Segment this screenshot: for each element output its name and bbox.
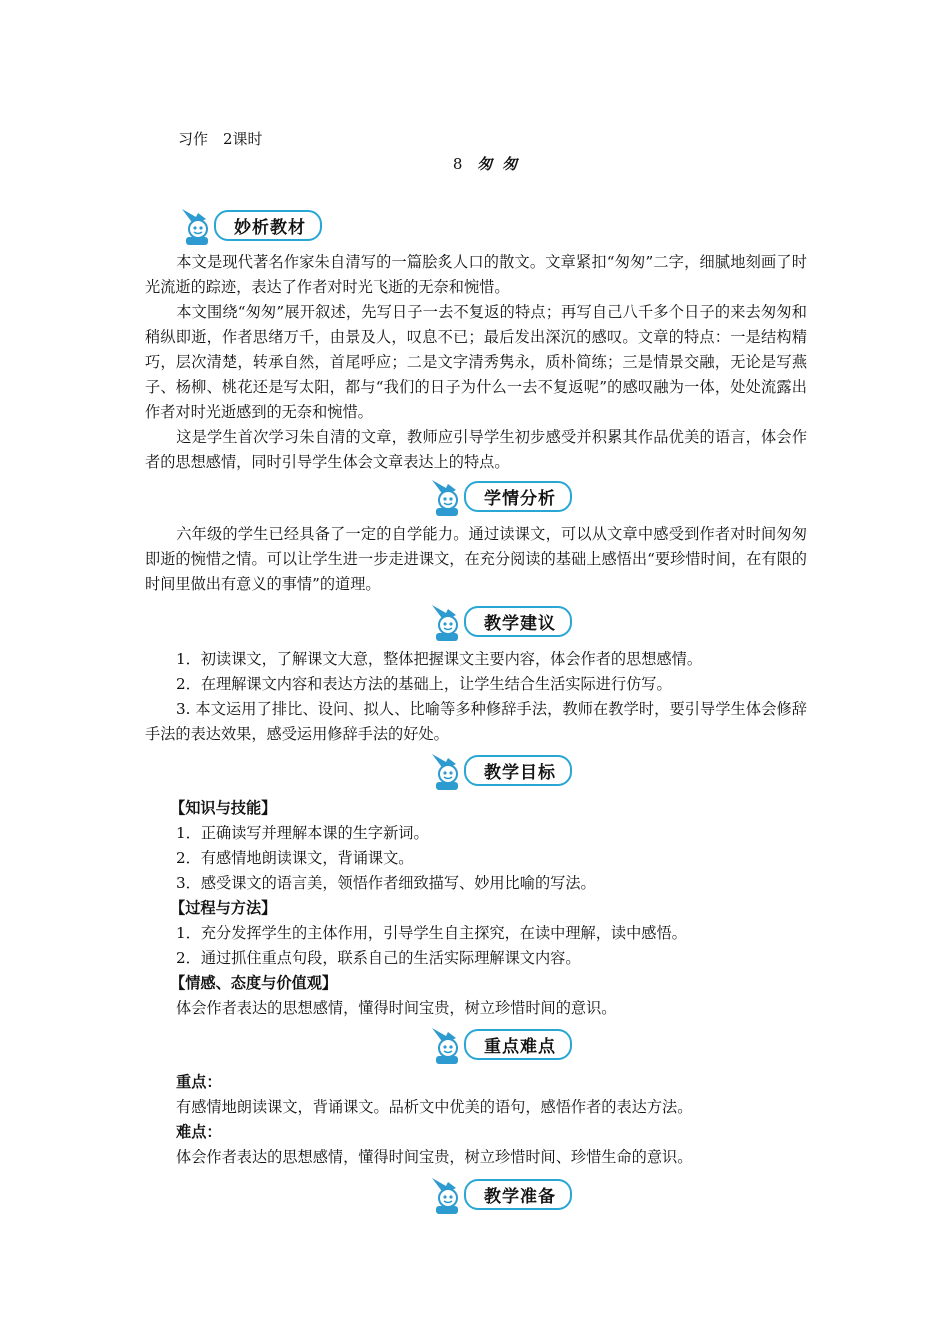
section-badge-material bbox=[176, 207, 322, 243]
section-badge-preparation bbox=[426, 1176, 572, 1212]
goal-item: 3．感受课文的语言美，领悟作者细致描写、妙用比喻的写法。 bbox=[176, 874, 596, 892]
goal-item: 2．有感情地朗读课文，背诵课文。 bbox=[176, 849, 414, 867]
mascot-icon bbox=[176, 203, 222, 247]
mascot-icon bbox=[426, 1022, 472, 1066]
material-paragraph-3: 这是学生首次学习朱自清的文章，教师应引导学生初步感受并积累其作品优美的语言，体会作者的思想感情，同时引导学生体会文章表达上的特点。 bbox=[145, 428, 807, 471]
advice-item-3: 3. 本文运用了排比、设问、拟人、比喻等多种修辞手法，教师在教学时，要引导学生体会修辞手法的表达效果，感受运用修辞手法的好处。 bbox=[145, 700, 807, 743]
material-paragraph-2: 本文围绕“匆匆”展开叙述，先写日子一去不复返的特点；再写自己八千多个日子的来去匆匆和稍纵即逝，作者思绪万千，由景及人，叹息不已；最后发出深沉的感叹。文章的特点：一是结构精巧，层次清楚，转承自然，首尾呼应；二是文字清秀隽永，质朴简练；三是情景交融，无论是写燕子、杨柳、桃花还是写太阳，都与“我们的日子为什么一去不复返呢”的感叹融为一体，处处流露出作者对时光逝感到的无奈和惋惜。 bbox=[145, 303, 807, 421]
section-badge-keypoints bbox=[426, 1026, 572, 1062]
section-title: 教学准备 bbox=[464, 1179, 572, 1210]
keypoint-focus: 有感情地朗读课文，背诵课文。品析文中优美的语句，感悟作者的表达方法。 bbox=[176, 1098, 693, 1116]
lesson-number: 8 bbox=[452, 155, 463, 173]
schedule-line: 习作 2课时 bbox=[178, 130, 263, 148]
keypoint-difficulty: 体会作者表达的思想感情，懂得时间宝贵，树立珍惜时间、珍惜生命的意识。 bbox=[176, 1148, 693, 1166]
goal-item: 2．通过抓住重点句段，联系自己的生活实际理解课文内容。 bbox=[176, 949, 581, 967]
advice-item-2: 2．在理解课文内容和表达方法的基础上，让学生结合生活实际进行仿写。 bbox=[176, 675, 672, 693]
keypoint-heading-difficulty: 难点： bbox=[176, 1123, 222, 1141]
section-title: 学情分析 bbox=[464, 481, 572, 512]
goal-item: 体会作者表达的思想感情，懂得时间宝贵，树立珍惜时间的意识。 bbox=[176, 999, 617, 1017]
section-title: 重点难点 bbox=[464, 1029, 572, 1060]
goals-heading-values: 【情感、态度与价值观】 bbox=[170, 974, 338, 992]
analysis-paragraph: 六年级的学生已经具备了一定的自学能力。通过读课文，可以从文章中感受到作者对时间匆匆即逝的惋惜之情。可以让学生进一步走进课文，在充分阅读的基础上感悟出“要珍惜时间，在有限的时间里做出有意义的事情”的道理。 bbox=[145, 525, 807, 593]
section-badge-advice bbox=[426, 603, 572, 639]
lesson-name: 匆匆 bbox=[477, 155, 528, 173]
mascot-icon bbox=[426, 748, 472, 792]
goals-heading-process: 【过程与方法】 bbox=[170, 899, 277, 917]
mascot-icon bbox=[426, 599, 472, 643]
mascot-icon bbox=[426, 1172, 472, 1216]
section-badge-analysis bbox=[426, 478, 572, 514]
goal-item: 1．充分发挥学生的主体作用，引导学生自主探究，在读中理解，读中感悟。 bbox=[176, 924, 687, 942]
lesson-title bbox=[0, 153, 950, 174]
keypoint-heading-focus: 重点： bbox=[176, 1073, 222, 1091]
goals-heading-knowledge: 【知识与技能】 bbox=[170, 799, 277, 817]
section-title: 妙析教材 bbox=[214, 210, 322, 241]
advice-item-1: 1．初读课文，了解课文大意，整体把握课文主要内容，体会作者的思想感情。 bbox=[176, 650, 703, 668]
material-paragraph-1: 本文是现代著名作家朱自清写的一篇脍炙人口的散文。文章紧扣“匆匆”二字，细腻地刻画了时光流逝的踪迹，表达了作者对时光飞逝的无奈和惋惜。 bbox=[145, 253, 807, 296]
goal-item: 1．正确读写并理解本课的生字新词。 bbox=[176, 824, 429, 842]
section-title: 教学目标 bbox=[464, 755, 572, 786]
section-title: 教学建议 bbox=[464, 606, 572, 637]
mascot-icon bbox=[426, 474, 472, 518]
section-badge-goals bbox=[426, 752, 572, 788]
